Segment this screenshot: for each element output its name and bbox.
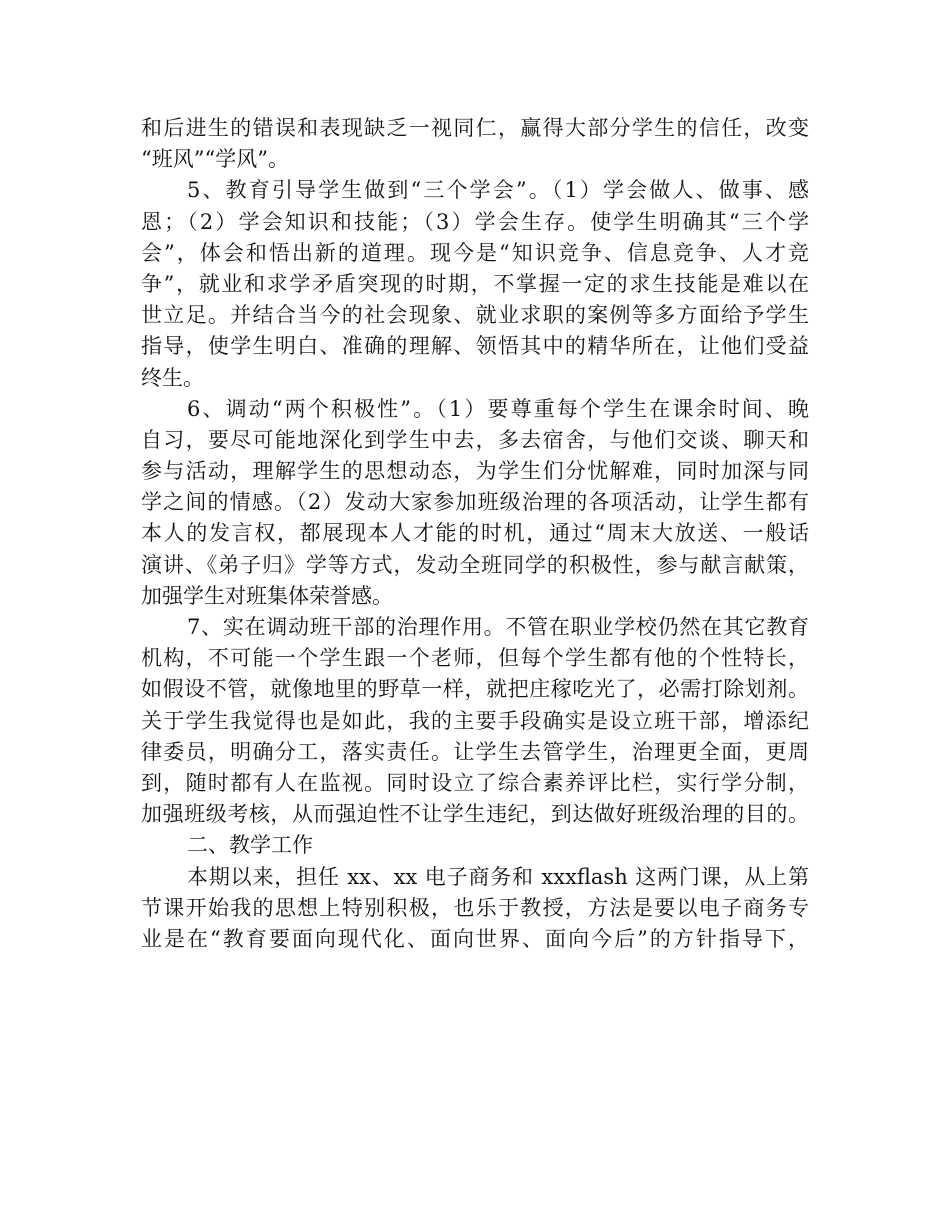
text-line: 争”，就业和求学矛盾突现的时期，不掌握一定的求生技能是难以在 [141, 271, 809, 296]
text-line: “班风”“学风”。 [141, 147, 289, 172]
text-line: 如假设不管，就像地里的野草一样，就把庄稼吃光了，必需打除划剂。 [141, 677, 809, 702]
document-body [141, 113, 809, 955]
text-line: 会”，体会和悟出新的道理。现今是“知识竞争、信息竞争、人才竞 [141, 240, 809, 265]
paragraph-first-line: 6、调动“两个积极性”。（1）要尊重每个学生在课余时间、晚 [187, 396, 809, 421]
text-line: 加强学生对班集体荣誉感。 [141, 583, 393, 608]
text-line: 律委员，明确分工，落实责任。让学生去管学生，治理更全面，更周 [141, 739, 809, 764]
text-line: 参与活动，理解学生的思想动态，为学生们分忧解难，同时加深与同 [141, 459, 809, 484]
text-line: 加强班级考核，从而强迫性不让学生违纪，到达做好班级治理的目的。 [141, 802, 809, 827]
text-line: 业是在“教育要面向现代化、面向世界、面向今后”的方针指导下， [141, 926, 809, 951]
text-line: 演讲、《弟子归》学等方式，发动全班同学的积极性，参与献言献策， [141, 552, 809, 577]
text-line: 世立足。并结合当今的社会现象、就业求职的案例等多方面给予学生 [141, 303, 809, 328]
text-line: 节课开始我的思想上特别积极，也乐于教授，方法是要以电子商务专 [141, 895, 809, 920]
text-line: 到，随时都有人在监视。同时设立了综合素养评比栏，实行学分制， [141, 770, 809, 795]
text-line: 指导，使学生明白、准确的理解、领悟其中的精华所在，让他们受益 [141, 334, 809, 359]
paragraph-first-line: 5、教育引导学生做到“三个学会”。（1）学会做人、做事、感 [187, 178, 809, 203]
paragraph-first-line: 7、实在调动班干部的治理作用。不管在职业学校仍然在其它教育 [187, 615, 809, 639]
text-line: 终生。 [141, 365, 204, 390]
text-line: 机构，不可能一个学生跟一个老师，但每个学生都有他的个性特长， [141, 646, 809, 671]
text-line: 关于学生我觉得也是如此，我的主要手段确实是设立班干部，增添纪 [141, 708, 809, 733]
text-line: 学之间的情感。（2）发动大家参加班级治理的各项活动，让学生都有 [141, 490, 809, 515]
text-line: 本人的发言权，都展现本人才能的时机，通过“周末大放送、一般话 [141, 521, 809, 546]
text-line: 和后进生的错误和表现缺乏一视同仁，赢得大部分学生的信任，改变 [141, 116, 809, 140]
text-line: 自习，要尽可能地深化到学生中去，多去宿舍，与他们交谈、聊天和 [141, 427, 809, 452]
text-line: 恩；（2）学会知识和技能；（3）学会生存。使学生明确其“三个学 [141, 209, 809, 234]
paragraph-first-line: 本期以来，担任 xx、xx 电子商务和 xxxflash 这两门课，从上第 [187, 864, 809, 889]
paragraph-first-line: 二、教学工作 [187, 833, 313, 858]
